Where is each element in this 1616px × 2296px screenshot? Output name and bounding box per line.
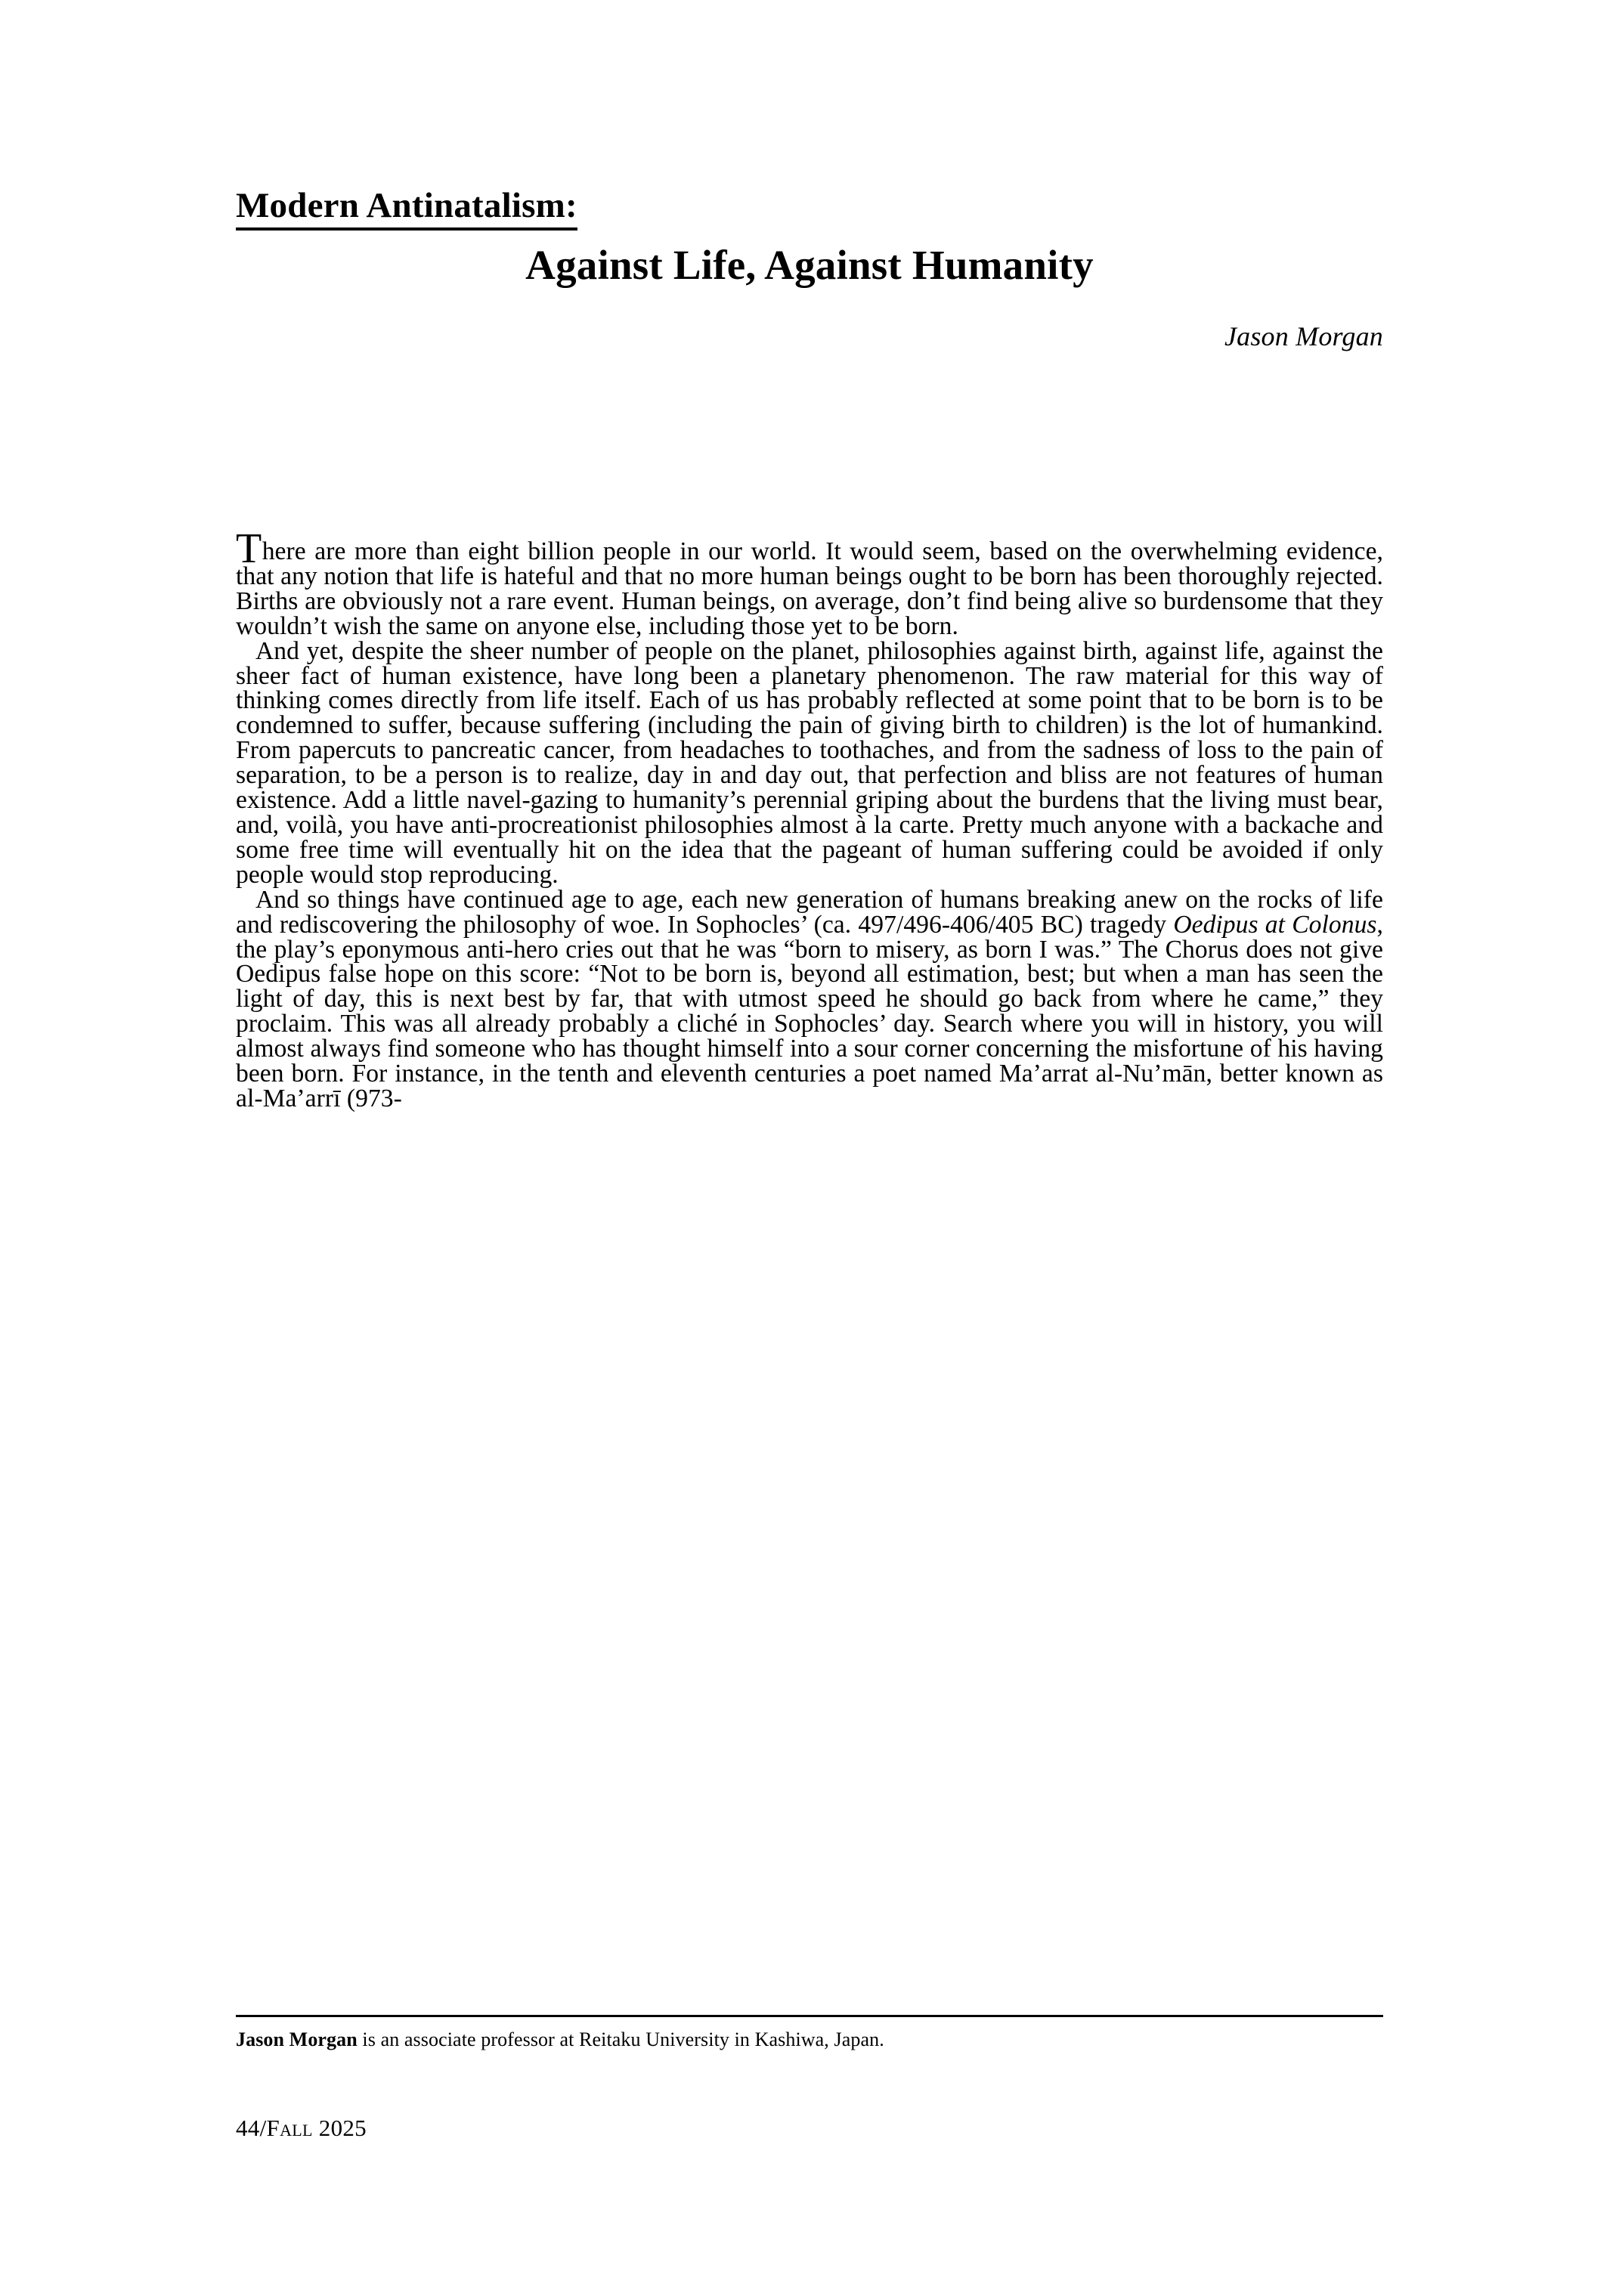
paragraph-2-text: And yet, despite the sheer number of people on the planet, philosophies against birth, against life, against the sheer fact of human existence, have long been a planetary phenomenon. The raw material for this way of thinking comes directly from life itself. Each of us has probably reflected at some point that to be born is to be condemned to suffer, because suffering (including the pain of giving birth to children) is the lot of humankind. From papercuts to pancreatic cancer, from headaches to toothaches, and from the sadness of loss to the pain of separation, to be a person is to realize, day in and day out, that perfection and bliss are not features of human existence. Add a little navel-gazing to humanity’s perennial griping about the burdens that the living must bear, and, voilà, you have anti-procreationist philosophies almost à la carte. Pretty much anyone with a backache and some free time will eventually hit on the idea that the pageant of human suffering could be avoided if only people would stop reproducing. bbox=[236, 636, 1383, 889]
paragraph-1-text: here are more than eight billion people in our world. It would seem, based on the overwhelming evidence, that any notion that life is hateful and that no more human beings ought to be born has been thoroughly rejected. Births are obviously not a rare event. Human beings, on average, don’t find being alive so burdensome that they wouldn’t wish the same on anyone else, including those yet to be born. bbox=[236, 537, 1383, 640]
body-column bbox=[236, 525, 1383, 1112]
paragraph-3-text-part2: , the play’s eponymous anti-hero cries out that he was “born to misery, as born I was.” The Chorus does not give Oedipus false hope on this score: “Not to be born is, beyond all estimation, best; but when a man has seen the light of day, this is next best by far, that with utmost speed he should go back from where he came,” they proclaim. This was all already probably a cliché in Sophocles’ day. Search where you will in history, you will almost always find someone who has thought himself into a sour corner concerning the misfortune of his having been born. For instance, in the tenth and eleventh centuries a poet named Ma’arrat al-Nu’mān, better known as al-Ma’arrī (973- bbox=[236, 910, 1383, 1112]
page-footer bbox=[236, 2115, 367, 2142]
issue-year-label: 2025 bbox=[312, 2115, 367, 2141]
page-title-main: Modern Antinatalism: bbox=[236, 187, 577, 231]
footnote-author-name: Jason Morgan bbox=[236, 2028, 358, 2050]
paragraph-2 bbox=[236, 636, 1383, 889]
footnote-line bbox=[236, 2028, 1383, 2051]
title-block bbox=[236, 187, 1383, 352]
page-number: 44/F bbox=[236, 2115, 280, 2141]
paragraph-1 bbox=[236, 525, 1383, 640]
footnote-separator-rule bbox=[236, 2015, 1383, 2017]
paragraph-3 bbox=[236, 885, 1383, 1112]
issue-season-label: all bbox=[280, 2115, 313, 2141]
footnote-block bbox=[236, 2015, 1383, 2051]
page-title-subtitle: Against Life, Against Humanity bbox=[525, 241, 1094, 288]
drop-cap-initial: T bbox=[236, 525, 262, 572]
paragraph-3-text-part1: And so things have continued age to age, each new generation of humans breaking anew on the rocks of life and rediscovering the philosophy of woe. In Sophocles’ (ca. 497/496-406/405 BC) tragedy bbox=[236, 885, 1383, 939]
author-byline: Jason Morgan bbox=[1224, 321, 1383, 352]
work-title-oedipus-at-colonus: Oedipus at Colonus bbox=[1173, 910, 1377, 939]
footnote-author-bio: is an associate professor at Reitaku University in Kashiwa, Japan. bbox=[357, 2028, 884, 2050]
